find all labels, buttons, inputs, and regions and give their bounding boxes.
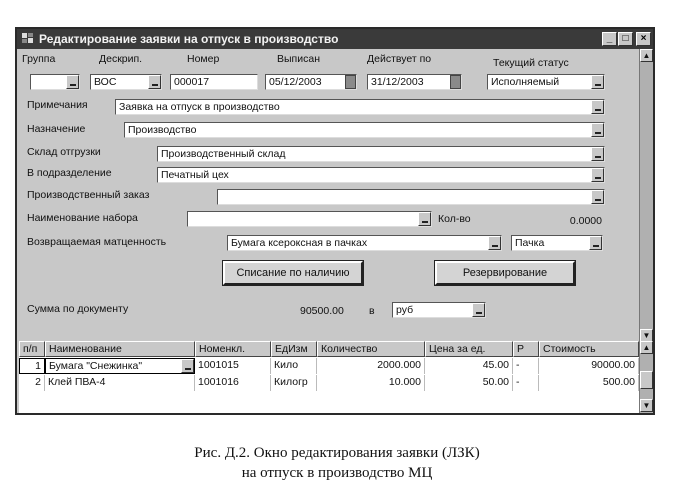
- request-edit-window: [15, 27, 655, 415]
- row-r: -: [513, 375, 539, 391]
- table-scrollbar[interactable]: [639, 341, 653, 413]
- status-label: Текущий статус: [493, 57, 569, 69]
- row-name: Клей ПВА-4: [45, 375, 195, 391]
- chevron-down-icon[interactable]: [589, 236, 602, 250]
- descriptor-label: Дескрип.: [99, 53, 143, 65]
- valid-until-label: Действует по: [367, 53, 432, 65]
- issued-date-field[interactable]: [265, 74, 357, 90]
- total-value: 90500.00: [300, 305, 344, 317]
- items-table: [19, 341, 639, 413]
- valid-until-field[interactable]: [367, 74, 462, 90]
- returnable-value: Бумага ксероксная в пачках: [231, 237, 368, 249]
- chevron-down-icon[interactable]: [488, 236, 501, 250]
- row-name[interactable]: [45, 358, 195, 374]
- row-cost: 90000.00: [539, 358, 639, 374]
- status-select[interactable]: [487, 74, 605, 90]
- scroll-down-icon[interactable]: ▼: [640, 399, 653, 412]
- purpose-label: Назначение: [27, 123, 86, 135]
- figure-caption-line-1: Рис. Д.2. Окно редактирования заявки (ЛЗК): [194, 445, 480, 461]
- currency-value: руб: [396, 304, 414, 316]
- chevron-down-icon[interactable]: [591, 168, 604, 182]
- row-index: 1: [19, 358, 45, 374]
- returnable-unit-value: Пачка: [515, 237, 545, 249]
- row-quantity: 10.000: [317, 375, 425, 391]
- quantity-label: Кол-во: [438, 213, 471, 225]
- returnable-unit-field[interactable]: [511, 235, 603, 251]
- minimize-button[interactable]: _: [602, 32, 617, 46]
- form-scrollbar[interactable]: [639, 49, 653, 343]
- col-header-unit[interactable]: ЕдИзм: [271, 341, 317, 357]
- chevron-down-icon[interactable]: [148, 75, 161, 89]
- notes-value: Заявка на отпуск в производство: [119, 101, 280, 113]
- set-name-field[interactable]: [187, 211, 432, 227]
- table-row[interactable]: [19, 375, 639, 391]
- col-header-index[interactable]: п/п: [19, 341, 45, 357]
- department-label: В подразделение: [27, 167, 112, 179]
- row-code: 1001015: [195, 358, 271, 374]
- group-select[interactable]: [30, 74, 80, 90]
- purpose-field[interactable]: [124, 122, 605, 138]
- col-header-quantity[interactable]: Количество: [317, 341, 425, 357]
- figure-caption-line-2: на отпуск в производство МЦ: [241, 465, 433, 481]
- department-value: Печатный цех: [161, 169, 229, 181]
- notes-label: Примечания: [27, 99, 88, 111]
- chevron-down-icon[interactable]: [181, 359, 194, 373]
- warehouse-label: Склад отгрузки: [27, 146, 101, 158]
- quantity-value: 0.0000: [569, 215, 602, 227]
- col-header-name[interactable]: Наименование: [45, 341, 195, 357]
- currency-select[interactable]: [392, 302, 486, 318]
- total-in-label: в: [369, 305, 375, 317]
- row-price: 45.00: [425, 358, 513, 374]
- col-header-price[interactable]: Цена за ед.: [425, 341, 513, 357]
- issued-label: Выписан: [277, 53, 320, 65]
- table-row[interactable]: [19, 358, 639, 374]
- row-quantity: 2000.000: [317, 358, 425, 374]
- valid-until-value: 31/12/2003: [371, 76, 424, 88]
- close-button[interactable]: ×: [636, 32, 651, 46]
- descriptor-value: ВОС: [94, 76, 117, 88]
- department-field[interactable]: [157, 167, 605, 183]
- col-header-code[interactable]: Номенкл.: [195, 341, 271, 357]
- chevron-down-icon[interactable]: [591, 100, 604, 114]
- scroll-thumb[interactable]: [640, 371, 653, 389]
- chevron-down-icon[interactable]: [591, 123, 604, 137]
- app-icon: [22, 33, 34, 44]
- calendar-spin-icon[interactable]: [450, 75, 461, 89]
- col-header-cost[interactable]: Стоимость: [539, 341, 639, 357]
- row-index: 2: [19, 375, 45, 391]
- chevron-down-icon[interactable]: [591, 147, 604, 161]
- chevron-down-icon[interactable]: [66, 75, 79, 89]
- reserve-button[interactable]: Резервирование: [435, 261, 575, 285]
- chevron-down-icon[interactable]: [591, 190, 604, 204]
- notes-field[interactable]: [115, 99, 605, 115]
- scroll-up-icon[interactable]: ▲: [640, 49, 653, 62]
- purpose-value: Производство: [128, 124, 197, 136]
- production-order-label: Производственный заказ: [27, 189, 150, 201]
- scroll-up-icon[interactable]: ▲: [640, 341, 653, 354]
- group-label: Группа: [22, 53, 56, 65]
- number-field[interactable]: [170, 74, 258, 90]
- title-bar[interactable]: [17, 29, 653, 49]
- chevron-down-icon[interactable]: [472, 303, 485, 317]
- total-label: Сумма по документу: [27, 303, 129, 315]
- row-name-value: Бумага "Снежинка": [49, 360, 143, 372]
- number-value: 000017: [174, 76, 210, 88]
- row-code: 1001016: [195, 375, 271, 391]
- write-off-button[interactable]: Списание по наличию: [223, 261, 363, 285]
- scroll-down-icon[interactable]: ▼: [640, 329, 653, 342]
- status-value: Исполняемый: [491, 76, 560, 88]
- chevron-down-icon[interactable]: [591, 75, 604, 89]
- row-unit: Кило: [271, 358, 317, 374]
- number-label: Номер: [187, 53, 220, 65]
- window-title: Редактирование заявки на отпуск в производство: [39, 32, 339, 46]
- set-name-label: Наименование набора: [27, 212, 138, 224]
- row-r: -: [513, 358, 539, 374]
- maximize-button[interactable]: □: [618, 32, 633, 46]
- returnable-field[interactable]: [227, 235, 502, 251]
- warehouse-value: Производственный склад: [161, 148, 286, 160]
- row-unit: Килогр: [271, 375, 317, 391]
- row-price: 50.00: [425, 375, 513, 391]
- issued-value: 05/12/2003: [269, 76, 322, 88]
- chevron-down-icon[interactable]: [418, 212, 431, 226]
- production-order-field[interactable]: [217, 189, 605, 205]
- calendar-spin-icon[interactable]: [345, 75, 356, 89]
- warehouse-field[interactable]: [157, 146, 605, 162]
- row-cost: 500.00: [539, 375, 639, 391]
- descriptor-select[interactable]: [90, 74, 162, 90]
- col-header-r[interactable]: Р: [513, 341, 539, 357]
- returnable-label: Возвращаемая матценность: [27, 236, 167, 248]
